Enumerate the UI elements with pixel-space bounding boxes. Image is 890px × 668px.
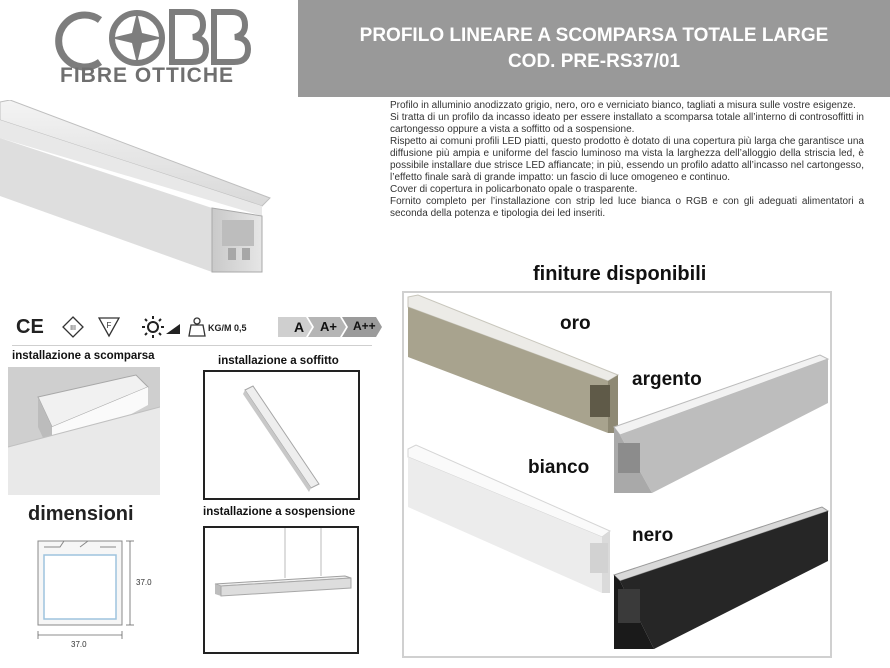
install-recessed-title: installazione a scomparsa xyxy=(12,350,155,362)
dimension-height: 37.0 xyxy=(136,578,152,587)
svg-text:III: III xyxy=(70,325,76,332)
title-bar xyxy=(298,0,890,97)
description-paragraph: Profilo in alluminio anodizzato grigio, nero, oro e verniciato bianco, tagliati a misura sulle vostre esigenze. xyxy=(390,100,856,111)
weight-label: KG/M 0,5 xyxy=(208,323,247,333)
finish-gold-label: oro xyxy=(560,313,591,334)
install-ceiling-title: installazione a soffitto xyxy=(218,355,339,367)
energy-a-plus: A+ xyxy=(320,319,337,334)
dimension-width: 37.0 xyxy=(71,640,87,649)
dimensions-title: dimensioni xyxy=(28,503,134,525)
product-title: PROFILO LINEARE A SCOMPARSA TOTALE LARGE xyxy=(359,25,829,46)
finish-white-label: bianco xyxy=(528,457,590,478)
description-paragraph: Cover di copertura in policarbonato opale o trasparente. xyxy=(390,184,638,195)
product-code: COD. PRE-RS37/01 xyxy=(507,51,681,72)
finishes-image xyxy=(404,293,830,656)
product-description xyxy=(390,100,864,220)
install-ceiling-frame xyxy=(203,370,360,500)
finishes-box xyxy=(402,291,832,658)
install-recessed-image xyxy=(8,367,160,495)
description-paragraph: Fornito completo per l’installazione con strip led luce bianca o RGB e con gli adeguati alimentatori a seconda della potenza e tipologia dei led inseriti. xyxy=(390,196,864,219)
product-image xyxy=(0,100,275,280)
weight-icon xyxy=(188,316,206,338)
f-mark-icon xyxy=(98,316,120,338)
separator xyxy=(12,345,372,346)
ce-mark-icon: CE xyxy=(16,316,44,338)
class3-icon xyxy=(62,316,84,338)
finish-black-label: nero xyxy=(632,525,674,546)
finish-silver-label: argento xyxy=(632,369,702,390)
suspended-profile-image xyxy=(205,528,357,652)
svg-text:F: F xyxy=(106,321,112,330)
energy-a: A xyxy=(294,319,305,335)
dimmable-icon xyxy=(142,314,182,340)
certification-icons xyxy=(12,312,382,342)
description-paragraph: Si tratta di un profilo da incasso ideato per essere installato a scomparsa totale all’interno di controsoffitti in cartongesso oppure a vista a soffitto od a sospensione. xyxy=(390,112,864,135)
install-suspended-frame xyxy=(203,526,359,654)
finishes-title: finiture disponibili xyxy=(533,263,707,285)
logo-area xyxy=(0,0,298,97)
install-suspended-title: installazione a sospensione xyxy=(203,506,356,518)
ceiling-profile-image xyxy=(205,372,358,498)
description-paragraph: Rispetto ai comuni profili LED piatti, questo prodotto è dotato di una copertura più larga che garantisce una diffusione più ampia e uniforme del fascio luminoso ma vista la larghezza dell’alloggio della striscia led, è possibile installare due strisce LED affiancate; in più, essendo un profilo adatto all’incasso nel cartongesso, l’effetto finale sarà di grande impatto: un fascio di luce omogeneo e continuo. xyxy=(390,136,864,183)
logo-subtitle: FIBRE OTTICHE xyxy=(60,64,234,87)
dimension-drawing xyxy=(30,533,160,651)
energy-a-plus-plus: A++ xyxy=(353,319,376,333)
